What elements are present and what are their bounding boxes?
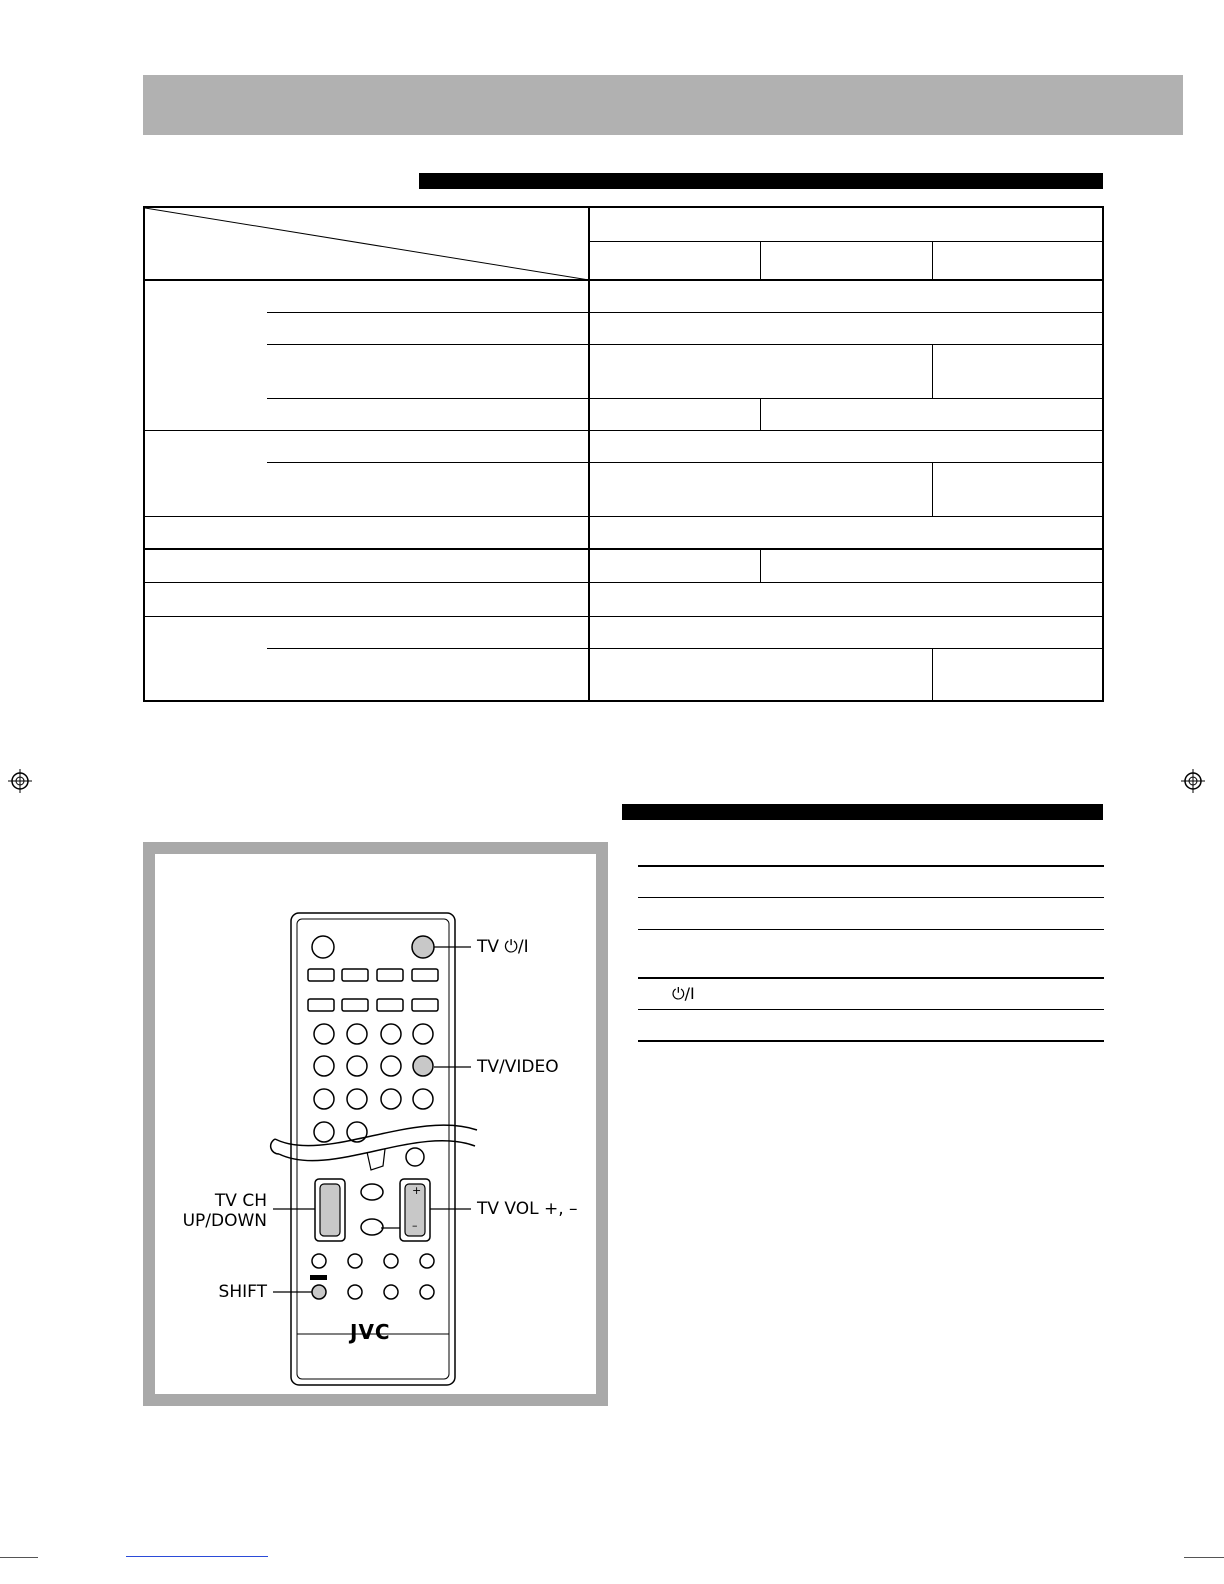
crop-mark (0, 1557, 38, 1558)
section-title-bar (622, 804, 1103, 820)
key-list-rule (638, 865, 1104, 867)
crosshair-circle-icon (8, 769, 32, 793)
table-col-rule (760, 398, 761, 430)
shift-callout: SHIFT (218, 1282, 267, 1302)
table-rule (145, 516, 1104, 517)
table-col-rule (932, 648, 933, 702)
table-rule (267, 344, 1104, 345)
table-rule (267, 398, 1104, 399)
table-diagonal-header (145, 208, 589, 280)
key-list-rule (638, 897, 1104, 898)
table-col-rule (588, 208, 590, 702)
table-col-rule (932, 241, 933, 280)
table-rule (267, 312, 1104, 313)
key-list-rule (638, 929, 1104, 930)
shift-button[interactable] (312, 1285, 326, 1299)
tv-power-callout: TV ⏻/I (477, 937, 529, 957)
table-rule (145, 430, 1104, 431)
remote-illustration-canvas (155, 854, 596, 1394)
tv-vol-minus-label: – (412, 1219, 418, 1232)
section-title-bar (419, 173, 1103, 189)
crosshair-circle-icon (1181, 769, 1205, 793)
jvc-logo: JVC (350, 1320, 391, 1344)
tv-vol-plus-label: + (412, 1184, 422, 1197)
table-rule (145, 548, 1104, 550)
table-rule (145, 616, 1104, 617)
spec-table (143, 206, 1104, 702)
tv-video-callout: TV/VIDEO (477, 1057, 559, 1077)
tv-video-button[interactable] (413, 1056, 433, 1076)
tv-vol-callout: TV VOL +, – (477, 1199, 578, 1219)
table-rule (145, 279, 1104, 281)
page-header-band (143, 75, 1183, 135)
table-col-rule (932, 344, 933, 398)
table-col-rule (932, 462, 933, 516)
power-button[interactable] (312, 936, 334, 958)
crop-mark (1184, 1557, 1224, 1558)
table-rule (267, 648, 1104, 649)
key-list-rule (638, 977, 1104, 979)
remote-control-drawing (155, 854, 596, 1394)
table-col-rule (760, 548, 761, 582)
tv-ch-rocker[interactable] (320, 1184, 340, 1236)
tv-ch-callout-line2: UP/DOWN (182, 1211, 267, 1231)
table-col-rule (760, 241, 761, 280)
power-icon: ⏻/I (672, 984, 695, 1003)
key-list-rule (638, 1040, 1104, 1042)
table-rule (145, 582, 1104, 583)
tv-power-button[interactable] (412, 936, 434, 958)
table-rule (267, 462, 1104, 463)
table-rule (589, 241, 1104, 242)
tv-ch-callout-line1: TV CH (214, 1191, 267, 1211)
key-list-rule (638, 1009, 1104, 1010)
remote-illustration-panel (143, 842, 608, 1406)
footer-link-underline[interactable] (126, 1556, 268, 1557)
